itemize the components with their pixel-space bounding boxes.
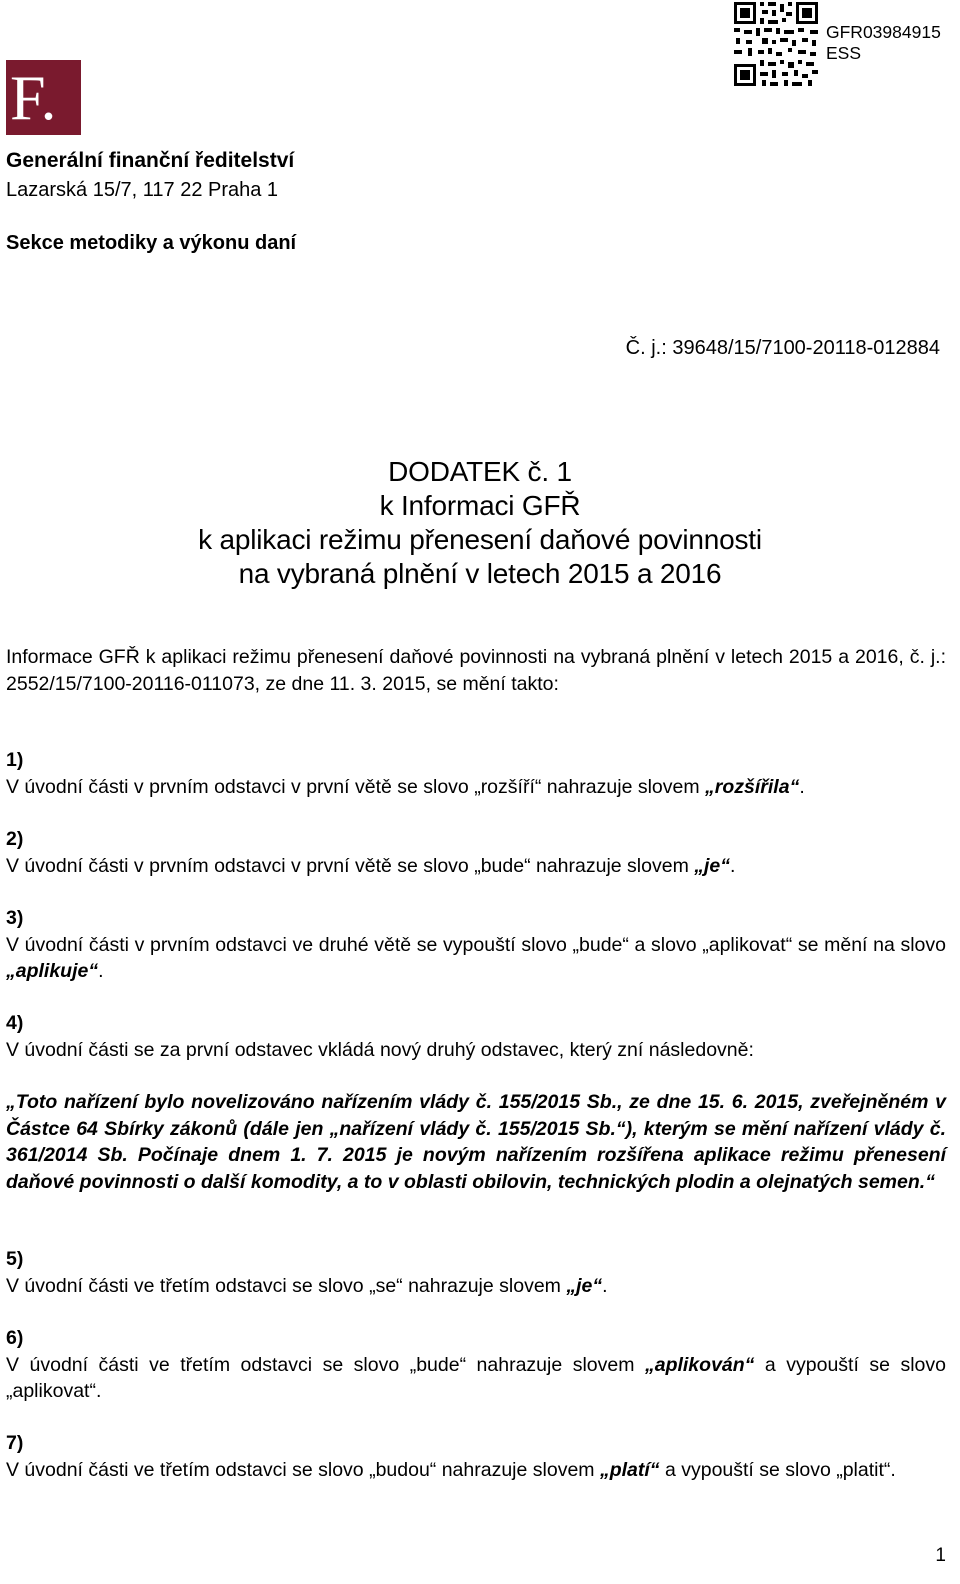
item-number: 2) (6, 828, 24, 850)
reference-number: Č. j.: 39648/15/7100-20118-012884 (625, 337, 940, 359)
document-code-line1: GFR03984915 (826, 22, 941, 42)
amendment-item-4 (6, 1010, 946, 1195)
item-emphasis: „rozšířila“ (705, 775, 800, 798)
item-emphasis: „aplikován“ (644, 1353, 755, 1376)
item-text: V úvodní části ve třetím odstavci se slovo „budou“ nahrazuje slovem „platí“ a vypouští se slovo „platit“. (6, 1458, 896, 1481)
item-number: 6) (6, 1327, 24, 1349)
item-number: 1) (6, 749, 24, 771)
item-text: V úvodní části ve třetím odstavci se slovo „bude“ nahrazuje slovem „aplikován“ a vypouští se slovo „aplikovat“. (6, 1353, 946, 1402)
intro-paragraph (6, 644, 946, 697)
item-emphasis: „je“ (566, 1274, 603, 1297)
item-text: V úvodní části v prvním odstavci v první větě se slovo „bude“ nahrazuje slovem „je“. (6, 854, 736, 877)
title-line-4: na vybraná plnění v letech 2015 a 2016 (238, 558, 722, 589)
item-text: V úvodní části se za první odstavec vkládá nový druhý odstavec, který zní následovně: (6, 1038, 754, 1061)
title-line-1: DODATEK č. 1 (388, 456, 572, 487)
amendment-item-2 (6, 826, 946, 879)
item-emphasis: „je“ (694, 854, 730, 877)
item-emphasis: „aplikuje“ (6, 960, 99, 982)
amendment-item-5 (6, 1246, 946, 1299)
inserted-paragraph: „Toto nařízení bylo novelizováno nařízením vlády č. 155/2015 Sb., ze dne 15. 6. 2015, zveřejněném v Částce 64 Sbírky zákonů (dále jen „nařízení vlády č. 155/2015 Sb.“), kterým se mění nařízení vlády č. 361/2014 Sb. Počínaje dnem 1. 7. 2015 je novým nařízením rozšířena aplikace režimu přenesení daňové povinnosti o další komodity, a to v oblasti obilovin, technických plodin a olejnatých semen.“ (6, 1091, 946, 1193)
org-address: Lazarská 15/7, 117 22 Praha 1 (6, 179, 279, 201)
amendment-item-6 (6, 1325, 946, 1405)
document-title (0, 455, 960, 591)
page-number: 1 (935, 1545, 946, 1566)
item-text: V úvodní části v prvním odstavci v první větě se slovo „rozšíří“ nahrazuje slovem „rozšířila“. (6, 775, 805, 798)
section-name: Sekce metodiky a výkonu daní (6, 232, 297, 254)
item-emphasis: „platí“ (599, 1458, 660, 1481)
logo-letter: F. (10, 62, 57, 133)
item-number: 4) (6, 1012, 24, 1034)
amendment-item-3 (6, 905, 946, 985)
amendment-item-1 (6, 747, 946, 800)
item-number: 7) (6, 1432, 24, 1454)
intro-text: Informace GFŘ k aplikaci režimu přenesení daňové povinnosti na vybraná plnění v letech 2015 a 2016, č. j.: 2552/15/7100-20116-011073, ze dne 11. 3. 2015, se mění takto: (6, 646, 946, 695)
qr-code-icon (732, 0, 820, 88)
item-text: V úvodní části v prvním odstavci ve druhé větě se vypouští slovo „bude“ a slovo „aplikovat“ se mění na slovo „aplikuje“. (6, 933, 946, 982)
item-number: 5) (6, 1248, 24, 1270)
amendment-item-7 (6, 1430, 946, 1483)
gfr-logo (6, 60, 81, 135)
title-line-2: k Informaci GFŘ (379, 490, 581, 521)
item-number: 3) (6, 907, 24, 929)
document-code-line2: ESS (826, 43, 862, 63)
document-code (826, 22, 941, 64)
title-line-3: k aplikaci režimu přenesení daňové povinnosti (198, 524, 762, 555)
item-text: V úvodní části ve třetím odstavci se slovo „se“ nahrazuje slovem „je“. (6, 1274, 608, 1297)
org-name: Generální finanční ředitelství (6, 149, 295, 172)
